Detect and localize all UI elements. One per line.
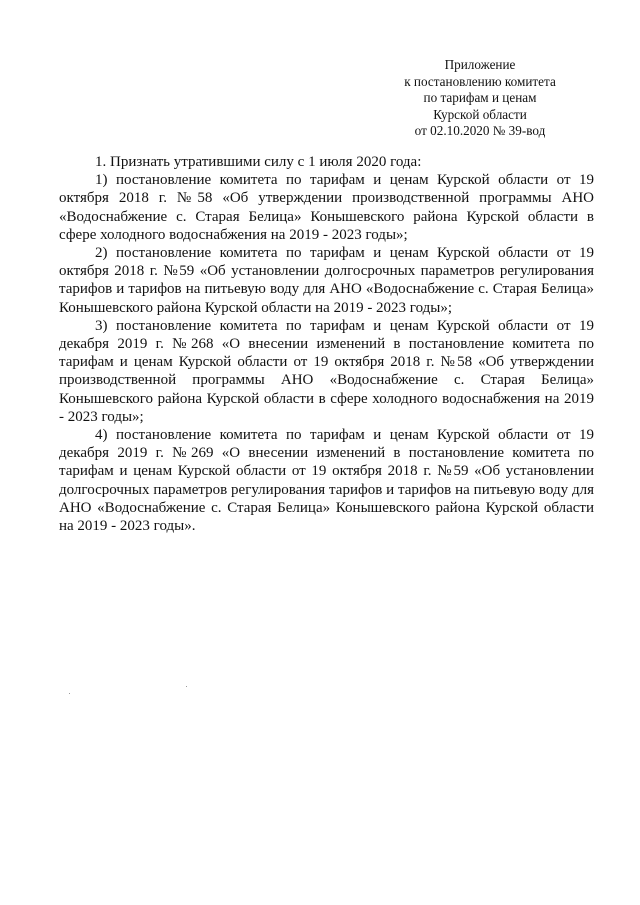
appendix-date-number-line: от 02.10.2020 № 39-вод [414,123,546,139]
appendix-committee-line: по тарифам и ценам [423,90,537,106]
body-item-1: 1) постановление комитета по тарифам и ценам Курской области от 19 октября 2018 г. №58 «Об утверждении производственной программы АНО «Водоснабжение с. Старая Белица» Конышевского района Курской области в сфере холодного водоснабжения на 2019 - 2023 годы»; [59,172,594,243]
body-item-3: 3) постановление комитета по тарифам и ценам Курской области от 19 декабря 2019 г. №268 «О внесении изменений в постановление комитета по тарифам и ценам Курской области от 19 октября 2018 г. №58 «Об утверждении производственной программы АНО «Водоснабжение с. Старая Белица» Конышевского района Курской области в сфере холодного водоснабжения на 2019 - 2023 годы»; [59,317,594,425]
body-item-2: 2) постановление комитета по тарифам и ценам Курской области от 19 октября 2018 г. №59 «Об установлении долгосрочных параметров регулирования тарифов и тарифов на питьевую воду для АНО «Водоснабжение с. Старая Белица» Конышевского района Курской области на 2019 - 2023 годы»; [59,245,594,316]
body-intro-paragraph: 1. Признать утратившими силу с 1 июля 2020 года: [95,154,422,170]
appendix-header [360,57,600,140]
body-item-4: 4) постановление комитета по тарифам и ценам Курской области от 19 декабря 2019 г. №269 «О внесении изменений в постановление комитета по тарифам и ценам Курской области от 19 октября 2018 г. №59 «Об установлении долгосрочных параметров регулирования тарифов и тарифов на питьевую воду для АНО «Водоснабжение с. Старая Белица» Конышевского района Курской области на 2019 - 2023 годы». [59,427,594,535]
scan-speck [186,686,187,687]
appendix-resolution-line: к постановлению комитета [404,73,556,89]
appendix-title: Приложение [444,57,516,72]
document-body [59,153,594,535]
appendix-region-line: Курской области [433,106,527,122]
scan-speck [69,693,70,694]
